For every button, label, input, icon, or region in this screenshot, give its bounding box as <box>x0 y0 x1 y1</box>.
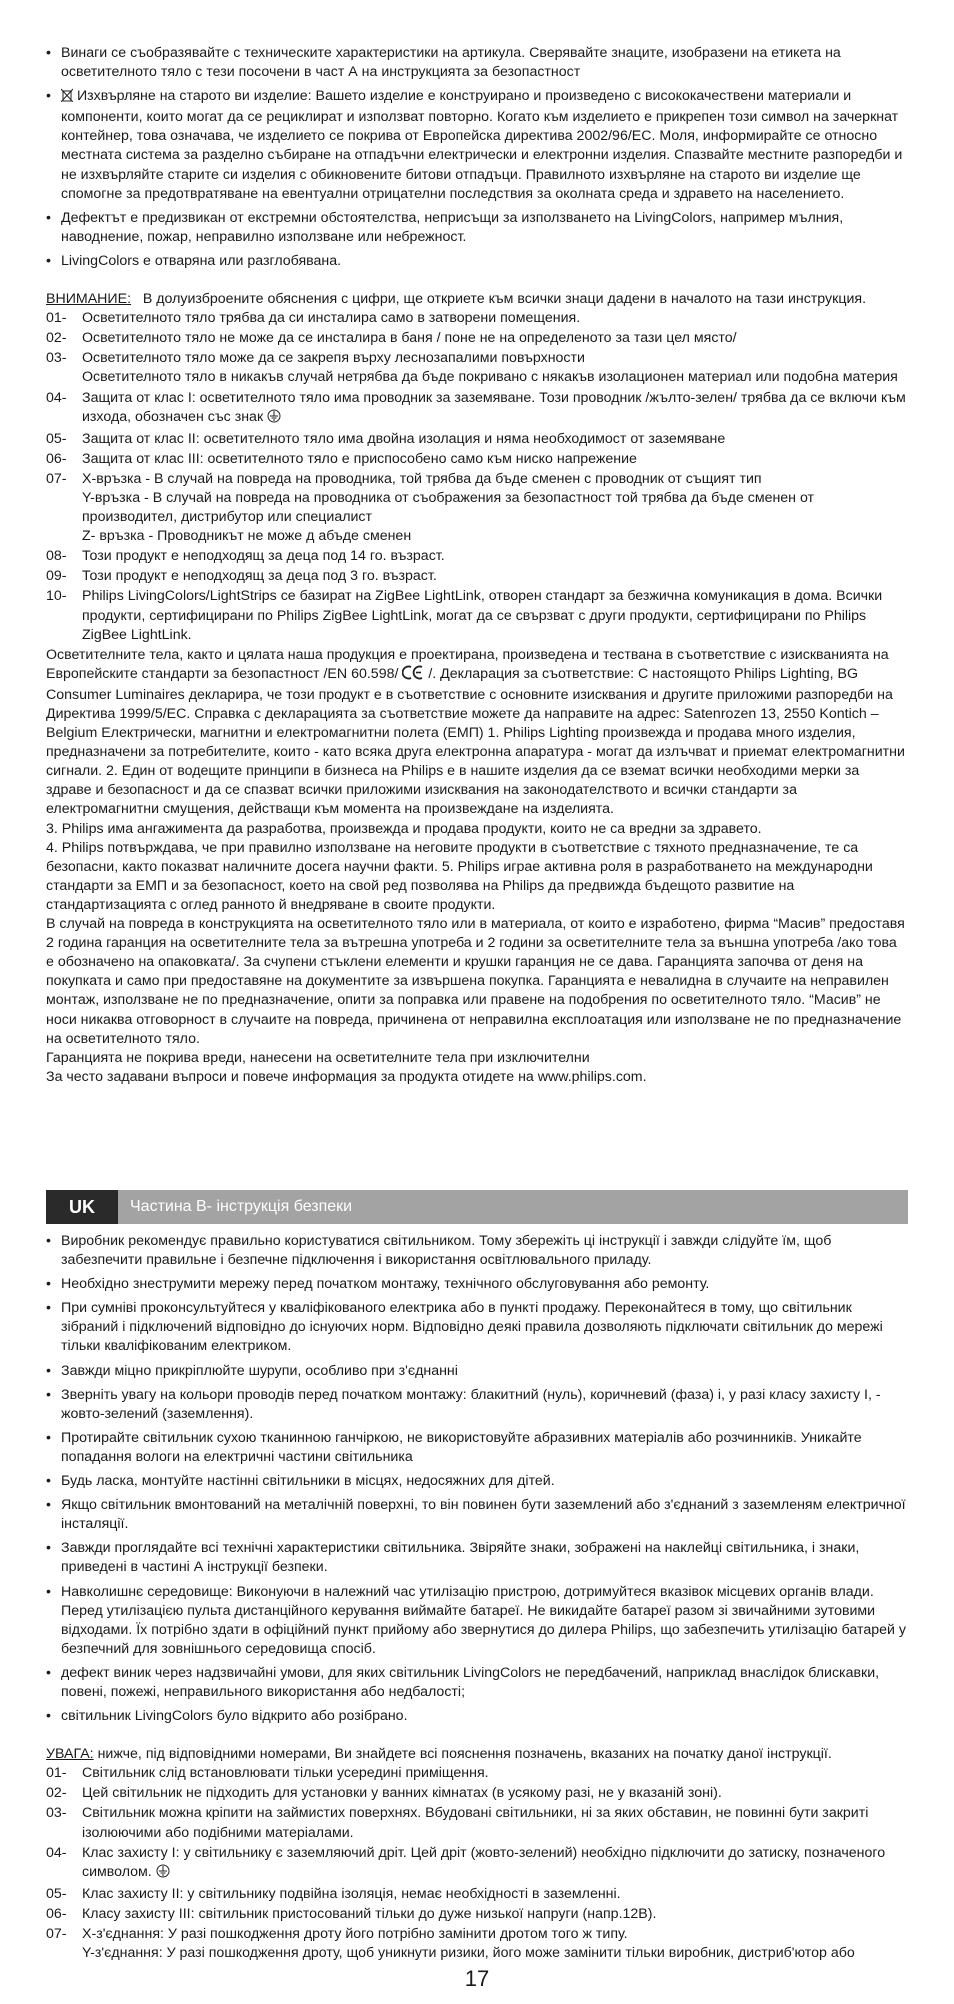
list-item: • Необхідно знеструмити мережу перед початком монтажу, технічного обслуговування або ремонту. <box>46 1276 710 1293</box>
list-item: • Завжди міцно прикріплюйте шурупи, особливо при з'єднанні <box>46 1362 458 1379</box>
bullet-text: Завжди міцно прикріплюйте шурупи, особливо при з'єднанні <box>61 1362 458 1379</box>
item-subtext: Y-връзка - В случай на повреда на проводника от съображения за безопастност той трябва да бъде сменен от производител, дистрибутор или специалист <box>82 489 815 526</box>
item-subtext: Y-з'єднання: У разі пошкодження дроту, щоб уникнути ризики, його може замінити тільки виробник, дистриб'ютор або <box>82 1945 855 1962</box>
bg-numbered-list <box>46 309 906 645</box>
item-text: Този продукт е неподходящ за деца под 3 го. възраст. <box>82 568 437 585</box>
list-item: • Изхвърляне на старото ви изделие: Вашето изделие е конструирано и произведено с висококачествени материали и компоненти, които могат да се рециклират и използват повторно. Когато към изделието е прикрепен този символ на зачеркнат контейнер, това означава, че изделието се покрива от Европейска директива 2002/96/ЕС. Моля, информирайте се относно местната система за разделно събиране на отпадъчни електрически и електронни изделия. Спазвайте местните разпоредби и не изхвърляйте старите си изделия с обикновените битови отпадъци. Правилното изхвърляне на старото ви изделие ще спомогне за предотвратяване на евентуални отрицателни последствия за околната среда и здравето на населението. <box>46 88 903 202</box>
item-number: 01- <box>46 310 67 327</box>
item-number: 06- <box>46 1905 67 1922</box>
bullet-text: Виробник рекомендує правильно користуватися світильником. Тому збережіть ці інструкції і завжди слідуйте їм, щоб забезпечити правильне і безпечне підключення і використання освітлювального приладу. <box>61 1233 832 1269</box>
item-text: Клас захисту II: у світильнику подвійна ізоляція, немає необхідності в заземленні. <box>82 1885 621 1902</box>
list-item <box>46 450 906 469</box>
list-item <box>46 1764 906 1783</box>
list-item: • Винаги се съобразявайте с техническите характеристики на артикула. Сверявайте знаците, изобразени на етикета на осветителното тяло с тези посочени в част А на инструкцията за безопастност <box>46 45 841 81</box>
paragraph: Гаранцията не покрива вреди, нанесени на осветителните тела при изключителни <box>46 1049 590 1066</box>
item-number: 02- <box>46 330 67 347</box>
item-text: Цей світильник не підходить для установки у ванних кімнатах (в усякому разі, не у вказаній зоні). <box>82 1785 722 1802</box>
item-number: 08- <box>46 548 67 565</box>
item-text: X-з'єднання: У разі пошкодження дроту його потрібно замінити дротом того ж типу. <box>82 1926 628 1942</box>
item-number: 03- <box>46 350 67 367</box>
item-number: 05- <box>46 1885 67 1902</box>
list-item <box>46 309 906 328</box>
list-item <box>46 329 906 348</box>
attention-label: ВНИМАНИЕ: <box>46 291 132 308</box>
item-text: Осветителното тяло не може да се инсталира в баня / поне не на определеното за тази цел място/ <box>82 330 737 347</box>
list-item <box>46 1925 906 1963</box>
crossed-out-bin-icon <box>61 88 73 108</box>
bullet-text: Будь ласка, монтуйте настінні світильники в місцях, недосяжних для дітей. <box>61 1473 555 1490</box>
list-item: • дефект виник через надзвичайні умови, для яких світильник LivingColors не передбачений, наприклад внаслідок блискавки, повені, пожежі, неправильного використання або недбалості; <box>46 1664 880 1700</box>
earth-ground-icon <box>267 409 281 429</box>
list-item: • При сумніві проконсультуйтеся у кваліфікованого електрика або в пункті продажу. Переконайтеся в тому, що світильник зібраний і підключений відповідно до існуючих норм. Відповідно деякі правила дозволяють підключати світильник до мережі тільки кваліфікованим електриком. <box>46 1300 883 1355</box>
item-text: Класу захисту III: світильник пристосований тільки до дуже низької напруги (напр.12В). <box>82 1905 657 1922</box>
bullet-text: Зверніть увагу на кольори проводів перед початком монтажу: блакитний (нуль), коричневий (фаза) і, у разі класу захисту I, - жовто-зелений (заземлення). <box>61 1386 881 1422</box>
item-number: 06- <box>46 450 67 467</box>
bullet-text: дефект виник через надзвичайні умови, для яких світильник LivingColors не передбачений, наприклад внаслідок блискавки, повені, пожежі, неправильного використання або недбалості; <box>61 1664 880 1700</box>
item-subtext: Z- връзка - Проводникът не може д абъде сменен <box>82 528 412 545</box>
bullet-text: Необхідно знеструмити мережу перед початком монтажу, технічного обслуговування або ремонту. <box>61 1276 710 1293</box>
bullet-text: LivingColors е отваряна или разглобявана. <box>61 252 342 269</box>
bg-bullet-list <box>46 44 906 271</box>
item-text: Осветителното тяло трябва да си инсталира само в затворени помещения. <box>82 310 581 327</box>
list-item <box>46 1885 906 1904</box>
bulgarian-section <box>46 44 906 1087</box>
item-text: X-връзка - В случай на повреда на проводника, той трябва да бъде сменен с проводник от същият тип <box>82 470 762 487</box>
list-item <box>46 547 906 566</box>
item-number: 01- <box>46 1765 67 1782</box>
page-number: 17 <box>464 1966 490 1991</box>
item-text: Philips LivingColors/LightStrips се базират на ZigBee LightLink, отворен стандарт за безжична комуникация в дома. Всички продукти, сертифицирани по Philips ZigBee LightLink, могат да се свързват с други продукти, сертифицирани по Philips ZigBee LightLink. <box>82 588 883 643</box>
list-item: • світильник LivingColors було відкрито або розібрано. <box>46 1708 408 1725</box>
section-banner <box>46 1190 908 1224</box>
bullet-text: Протирайте світильник сухою тканинною ганчіркою, не використовуйте абразивних матеріалів або розчинників. Уникайте попадання вологи на електричні частини світильника <box>61 1429 862 1465</box>
list-item <box>46 567 906 586</box>
attention-line <box>46 290 906 309</box>
list-item: • LivingColors е отваряна или разглобявана. <box>46 252 342 269</box>
paragraph: 3. Philips има ангажимента да разработва, произвежда и продава продукти, които не са вредни за здравето. <box>46 820 762 837</box>
bullet-text: Дефектът е предизвикан от екстремни обстоятелства, неприсъщи за използването на LivingColors, например мълния, наводнение, пожар, неправилно използване или небрежност. <box>61 209 844 245</box>
bullet-text: світильник LivingColors було відкрито або розібрано. <box>61 1708 408 1725</box>
bullet-text: Изхвърляне на старото ви изделие: Вашето изделие е конструирано и произведено с висококачествени материали и компоненти, които могат да се рециклират и използват повторно. Когато към изделието е прикрепен този символ на зачеркнат контейнер, това означава, че изделието се покрива от Европейска директива 2002/96/ЕС. Моля, информирайте се относно местната система за разделно събиране на отпадъчни електрически и електронни изделия. Спазвайте местните разпоредби и не изхвърляйте старите си изделия с обикновените битови отпадъци. Правилното изхвърляне на старото ви изделие ще спомогне за предотвратяване на евентуални отрицателни последствия за околната среда и здравето на населението. <box>61 88 903 202</box>
bullet-text: При сумніві проконсультуйтеся у кваліфікованого електрика або в пункті продажу. Переконайтеся в тому, що світильник зібраний і підключений відповідно до існуючих норм. Відповідно деякі правила дозволяють підключати світильник до мережі тільки кваліфікованим електриком. <box>61 1300 883 1355</box>
bullet-text: Навколишнє середовище: Виконуючи в належний час утилізацію пристрою, дотримуйтеся вказівок місцевих органів влади. Перед утилізацією пульта дистанційного керування виймайте батареї. Не викидайте батареї разом зі звичайними зутовими відходами. Їх потрібно здати в офіційний пункт прийому або звернутися до дилера Philips, що забезпечить утилізацію батарей у безпечний для зовнішнього середовища спосіб. <box>61 1583 906 1657</box>
item-text: Защита от клас II: осветителното тяло има двойна изолация и няма необходимост от заземяване <box>82 430 726 447</box>
attention-line <box>46 1745 906 1764</box>
faq-paragraph: За често задавани въпроси и повече информация за продукта отидете на www.philips.com. <box>46 1068 647 1085</box>
section-title: Частина В- інструкція безпеки <box>130 1198 353 1215</box>
item-text: Осветителното тяло може да се закрепя върху леснозапалими повърхности <box>82 350 585 367</box>
item-number: 09- <box>46 568 67 585</box>
item-number: 07- <box>46 1926 67 1942</box>
item-number: 04- <box>46 389 67 406</box>
attention-text: нижче, під відповідними номерами, Ви знайдете всі пояснення позначень, вказаних на початку даної інструкції. <box>97 1746 832 1763</box>
item-number: 04- <box>46 1844 67 1861</box>
bullet-text: Завжди проглядайте всі технічні характеристики світильника. Звіряйте знаки, зображені на наклейці світильника, і знаки, приведені в частині А інструкції безпеки. <box>61 1540 860 1576</box>
list-item: • Навколишнє середовище: Виконуючи в належний час утилізацію пристрою, дотримуйтеся вказівок місцевих органів влади. Перед утилізацією пульта дистанційного керування виймайте батареї. Не викидайте батареї разом зі звичайними зутовими відходами. Їх потрібно здати в офіційний пункт прийому або звернутися до дилера Philips, що забезпечить утилізацію батарей у безпечний для зовнішнього середовища спосіб. <box>46 1583 906 1657</box>
item-number: 05- <box>46 430 67 447</box>
item-text: Світильник можна кріпити на займистих поверхнях. Вбудовані світильники, ні за яких обставин, не повинні бути закриті ізолюючими або подібними матеріалами. <box>82 1805 869 1841</box>
list-item: • Завжди проглядайте всі технічні характеристики світильника. Звіряйте знаки, зображені на наклейці світильника, і знаки, приведені в частині А інструкції безпеки. <box>46 1540 860 1576</box>
attention-text: В долуизброените обяснения с цифри, ще откриете към всички знаци дадени в началото на тази инструкция. <box>142 291 867 308</box>
list-item <box>46 470 906 546</box>
ukrainian-section <box>46 1232 906 1964</box>
list-item <box>46 389 906 429</box>
list-item <box>46 587 906 644</box>
compliance-text: /. Декларация за съответствие: С настоящото Philips Lighting, BG Consumer Luminaires декларира, че този продукт е в съответствие с основните изисквания и другите приложими разпоредби на Директива 1999/5/ЕС. Справка с декларацията за съответствие можете да направите на адрес: Satenrozen 13, 2550 Kontich – Belgium Електрически, магнитни и електромагнитни полета (ЕМП) 1. Philips Lighting произвежда и продава много изделия, предназначени за потребителите, които - като всяка друга електронна апаратура - могат да излъчват и приемат електромагнитни сигнали. 2. Един от водещите принципи в бизнеса на Philips е в нашите изделия да се вземат всички необходими мерки за здраве и безопасност и да се спазват всички приложими изисквания на законодателството и всички стандарти за електромагнитни смущения, действащи към момента на произвеждане на изделията. <box>46 665 905 818</box>
list-item <box>46 1905 906 1924</box>
list-item: • Дефектът е предизвикан от екстремни обстоятелства, неприсъщи за използването на LivingColors, например мълния, наводнение, пожар, неправилно използване или небрежност. <box>46 209 844 245</box>
item-number: 07- <box>46 470 67 487</box>
item-number: 03- <box>46 1805 67 1822</box>
list-item: • Виробник рекомендує правильно користуватися світильником. Тому збережіть ці інструкції і завжди слідуйте їм, щоб забезпечити правильне і безпечне підключення і використання освітлювального приладу. <box>46 1233 832 1269</box>
item-text: Този продукт е неподходящ за деца под 14 го. възраст. <box>82 548 445 565</box>
item-text: Світильник слід встановлювати тільки усередині приміщення. <box>82 1765 489 1782</box>
earth-ground-icon <box>156 1864 170 1884</box>
compliance-paragraph <box>46 646 906 820</box>
warranty-paragraph: В случай на повреда в конструкцията на осветителното тяло или в материала, от които е изработено, фирма “Масив” предоставя 2 година гаранция на осветителните тела за вътрешна употреба и 2 години за осветителните тела за външна употреба /ако това е обозначено на опаковката/. За счупени стъклени елементи и крушки гаранция не се дава. Гаранцията започва от деня на покупката и само при предоставяне на документите за извършена покупка. Гаранцията е невалидна в случаите на неправилен монтаж, използване не по предназначение, опити за поправка или правене на подобрения по осветителното тяло. “Масив” не носи никаква отговорност в случаите на повреда, причинена от неправилна експлоатация или използване не по предназначение на осветителното тяло. <box>46 916 905 1047</box>
attention-label: УВАГА: <box>46 1746 94 1763</box>
item-number: 10- <box>46 588 67 605</box>
list-item <box>46 1844 906 1884</box>
paragraph: 4. Philips потвърждава, че при правилно използване на неговите продукти в съответствие с тяхното предназначение, те са безопасни, както показват наличните досега научни факти. 5. Philips играе активна роля в разработването на международни стандарти за ЕМП и за безопасност, което на свой ред позволява на Philips да предвижда бъдещото развитие на стандартизацията с оглед ранното й внедряване в своите продукти. <box>46 839 873 913</box>
item-subtext: Осветителното тяло в никакъв случай нетрябва да бъде покривано с някакъв изолационен материал или подобна материя <box>82 369 898 386</box>
list-item: • Якщо світильник вмонтований на металічній поверхні, то він повинен бути заземлений або з'єднаний з заземленям електричної інсталяції. <box>46 1497 906 1533</box>
bullet-text: Винаги се съобразявайте с техническите характеристики на артикула. Сверявайте знаците, изобразени на етикета на осветителното тяло с тези посочени в част А на инструкцията за безопастност <box>61 45 841 81</box>
language-badge: UK <box>46 1190 118 1224</box>
item-number: 02- <box>46 1785 67 1802</box>
list-item: • Протирайте світильник сухою тканинною ганчіркою, не використовуйте абразивних матеріалів або розчинників. Уникайте попадання вологи на електричні частини світильника <box>46 1429 862 1465</box>
item-text: Защита от клас I: осветителното тяло има проводник за заземяване. Този проводник /жълто-зелен/ трябва да се включи към изхода, обозначен със знак <box>82 389 906 425</box>
item-text: Клас захисту I: у світильнику є заземляючий дріт. Цей дріт (жовто-зелений) необхідно підключити до затиску, позначеного символом. <box>82 1844 886 1880</box>
bullet-text: Якщо світильник вмонтований на металічній поверхні, то він повинен бути заземлений або з'єднаний з заземленям електричної інсталяції. <box>61 1497 906 1533</box>
list-item: • Зверніть увагу на кольори проводів перед початком монтажу: блакитний (нуль), коричневий (фаза) і, у разі класу захисту I, - жовто-зелений (заземлення). <box>46 1386 881 1422</box>
ce-mark-icon <box>402 665 424 686</box>
uk-numbered-list <box>46 1764 906 1963</box>
list-item <box>46 430 906 449</box>
uk-bullet-list <box>46 1232 906 1726</box>
list-item <box>46 349 906 387</box>
item-text: Защита от клас III: осветителното тяло е приспособено само към ниско напрежение <box>82 450 637 467</box>
list-item <box>46 1784 906 1803</box>
list-item <box>46 1804 906 1842</box>
compliance-text: Осветителните тела, както и цялата наша продукция е проектирана, произведена и тествана в съответствие с изискванията на Европейските стандарти за безопастност /EN 60.598/ <box>46 646 889 682</box>
list-item: • Будь ласка, монтуйте настінні світильники в місцях, недосяжних для дітей. <box>46 1473 555 1490</box>
